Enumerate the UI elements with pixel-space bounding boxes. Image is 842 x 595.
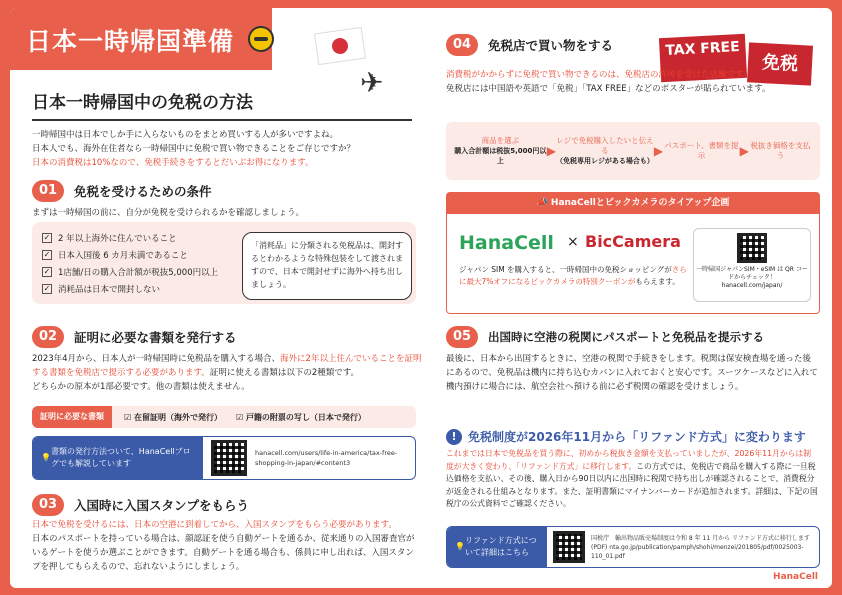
japan-flag-icon (314, 27, 366, 65)
refund-link-box[interactable] (446, 526, 820, 568)
section-01-lead: まずは一時帰国の前に、自分が免税を受けられるかを確認しましょう。 (32, 208, 305, 218)
intro-line1: 一時帰国中は日本でしか手に入らないものをまとめ買いする人が多いですよね。 (32, 130, 339, 140)
refund-body: これまでは日本で免税品を買う際に、初めから税抜き金額を支払っていましたが、2026年11月からは制度が大きく変わり、「リファンド方式」に移行します。この方式では、免税店で商品を購入する際に一旦税込価格を支払い、その後、購入日から90日以内に出国時に税関で持ち出しが確認されることで、消費税分が返金される仕組みとなります。また、証明書類にマイナンバーカードが追加されます。詳細は、下記の国税庁の公式資料でご確認ください。 (446, 449, 818, 508)
bee-mascot-icon (248, 26, 274, 52)
hanacell-logo: HanaCell (459, 232, 554, 254)
refund-link-label: 💡 リファンド方式について詳細はこちら (447, 527, 547, 567)
section-title: 免税店で買い物をする (488, 38, 614, 53)
refund-title: ! 免税制度が2026年11月から「リファンド方式」に変わります (446, 428, 806, 445)
section-04-body: 消費税がかからずに免税で買い物できるのは、免税店の許可を受けた店舗です。 免税店には中国語や英語で「免税」「TAX FREE」などのポスターが貼られています。 (446, 70, 771, 94)
tieup-header: 📣 HanaCellとビックカメラのタイアップ企画 (446, 192, 820, 214)
qr-code-icon[interactable] (737, 233, 767, 263)
section-number: 04 (446, 34, 478, 56)
qr-code-icon[interactable] (553, 531, 585, 563)
footer-brand: HanaCell (773, 572, 818, 582)
blog-link-label: 💡 書類の発行方法ついて、HanaCellブログでも解説しています (33, 437, 203, 479)
condition-item: ✓ 消耗品は日本で開封しない (43, 284, 161, 295)
section-05-head (446, 326, 764, 348)
document-item: ☑ 戸籍の附票の写し（日本で発行） (235, 412, 366, 422)
left-column (10, 8, 420, 588)
subtitle: 日本一時帰国中の免税の方法 (32, 88, 412, 121)
section-number: 01 (32, 180, 64, 202)
biccamera-logo: BicCamera (585, 232, 681, 251)
right-column (430, 8, 832, 588)
checkbox-icon: ✓ (43, 250, 51, 259)
airplane-icon: ✈ (360, 66, 384, 99)
condition-item: ✓ 1店舗/日の購入合計額が税抜5,000円以上 (43, 267, 219, 278)
section-02-body: 2023年4月から、日本人が一時帰国時に免税品を購入する場合、海外に2年以上住んでいることを証明する書類を免税店で提示する必要があります。証明に使える書類は以下の2種類です。 どちらかの原本が1部必要です。他の書類は使えません。 (32, 354, 422, 392)
tieup-qr-card[interactable]: 一時帰国ジャパンSIM・eSIM は QR コードからチェック！ hanacell.com/japan/ (693, 228, 811, 302)
intro (32, 128, 422, 170)
step-item: レジで免税購入したいと伝える （免税専用レジがある場合も） (556, 136, 654, 165)
documents-row (32, 406, 416, 428)
conditions-box (32, 222, 416, 304)
documents-tag: 証明に必要な書類 (32, 406, 112, 428)
section-01-head (32, 180, 212, 202)
section-title: 入国時に入国スタンプをもらう (74, 498, 250, 513)
checkbox-icon: ✓ (43, 267, 51, 276)
chevron-right-icon: ▶ (739, 144, 749, 158)
section-04-head (446, 34, 613, 56)
tax-free-badge: TAX FREE (659, 34, 747, 82)
consumables-note: 「消耗品」に分類される免税品は、開封するとわかるような特殊包装をして渡されますので、日本で開封せずに海外へ持ち出しましょう。 (242, 232, 412, 300)
blog-link-box[interactable] (32, 436, 416, 480)
tieup-body: ジャパン SIM を購入すると、一時帰国中の免税ショッピングがさらに最大7%オフになるビックカメラの特別クーポンがもらえます。 (459, 265, 687, 286)
menzei-badge: 免税 (747, 42, 813, 85)
condition-item: ✓ 日本入国後 6 カ月未満であること (43, 250, 188, 261)
page-title: 日本一時帰国準備 (10, 8, 272, 70)
refund-url[interactable]: 国税庁 輸出物品販売場制度は令和 8 年 11 月から リファンド方式に移行します(PDF) nta.go.jp/publication/pamph/shohi/menzei/201805/pdf/0025003-110_01.pdf (591, 534, 810, 560)
checkbox-icon: ✓ (43, 233, 51, 242)
chevron-right-icon: ▶ (546, 144, 556, 158)
section-title: 証明に必要な書類を発行する (74, 330, 237, 345)
step-item: 税抜き価格を支払う (750, 141, 811, 160)
sheet (10, 8, 832, 588)
intro-line3: 日本の消費税は10%なので、免税手続きをするとだいぶお得になります。 (32, 158, 314, 168)
checkbox-icon: ✓ (43, 284, 51, 293)
qr-code-icon[interactable] (211, 440, 247, 476)
section-05-body: 最後に、日本から出国するときに、空港の税関で手続きをします。税関は保安検査場を通った後にあるので、免税品は機内に持ち込むカバンに入れておくと安心です。スーツケースなどに入れて機内預けに場合には、航空会社へ預ける前に必ず税関の確認を受けましょう。 (446, 354, 818, 392)
section-02-head (32, 326, 237, 348)
section-number: 03 (32, 494, 64, 516)
section-number: 02 (32, 326, 64, 348)
blog-url[interactable]: hanacell.com/users/life-in-america/tax-free-shopping-in-japan/#content3 (255, 449, 398, 467)
tieup-box (446, 214, 820, 314)
purchase-steps (446, 122, 820, 180)
step-item: パスポート、書類を提示 (664, 141, 739, 160)
section-03-head (32, 494, 249, 516)
exclamation-icon: ! (446, 429, 462, 445)
section-number: 05 (446, 326, 478, 348)
step-item: 商品を選ぶ 購入合計額は税抜5,000円以上 (454, 136, 547, 165)
section-title: 免税を受けるための条件 (74, 184, 212, 199)
section-title: 出国時に空港の税関にパスポートと免税品を提示する (488, 330, 764, 344)
times-icon: × (567, 234, 579, 250)
condition-item: ✓ 2 年以上海外に住んでいること (43, 233, 177, 244)
intro-line2: 日本人でも、海外在住者なら一時帰国中に免税で買い物できることをご存じですか？ (32, 144, 356, 154)
section-03-body: 日本で免税を受けるには、日本の空港に到着してから、入国スタンプをもらう必要があります。 日本のパスポートを持っている場合は、顔認証を使う自動ゲートを通るか、従来通りの入国審査官がいるゲートを使うか選ぶことができます。自動ゲートを通る場合も、係員に申し出れば、入国スタンプを押してもらえるので、忘れないようにしましょう。 (32, 520, 415, 572)
chevron-right-icon: ▶ (653, 144, 664, 158)
document-item: ☑ 在留証明（海外で発行） (124, 412, 222, 422)
